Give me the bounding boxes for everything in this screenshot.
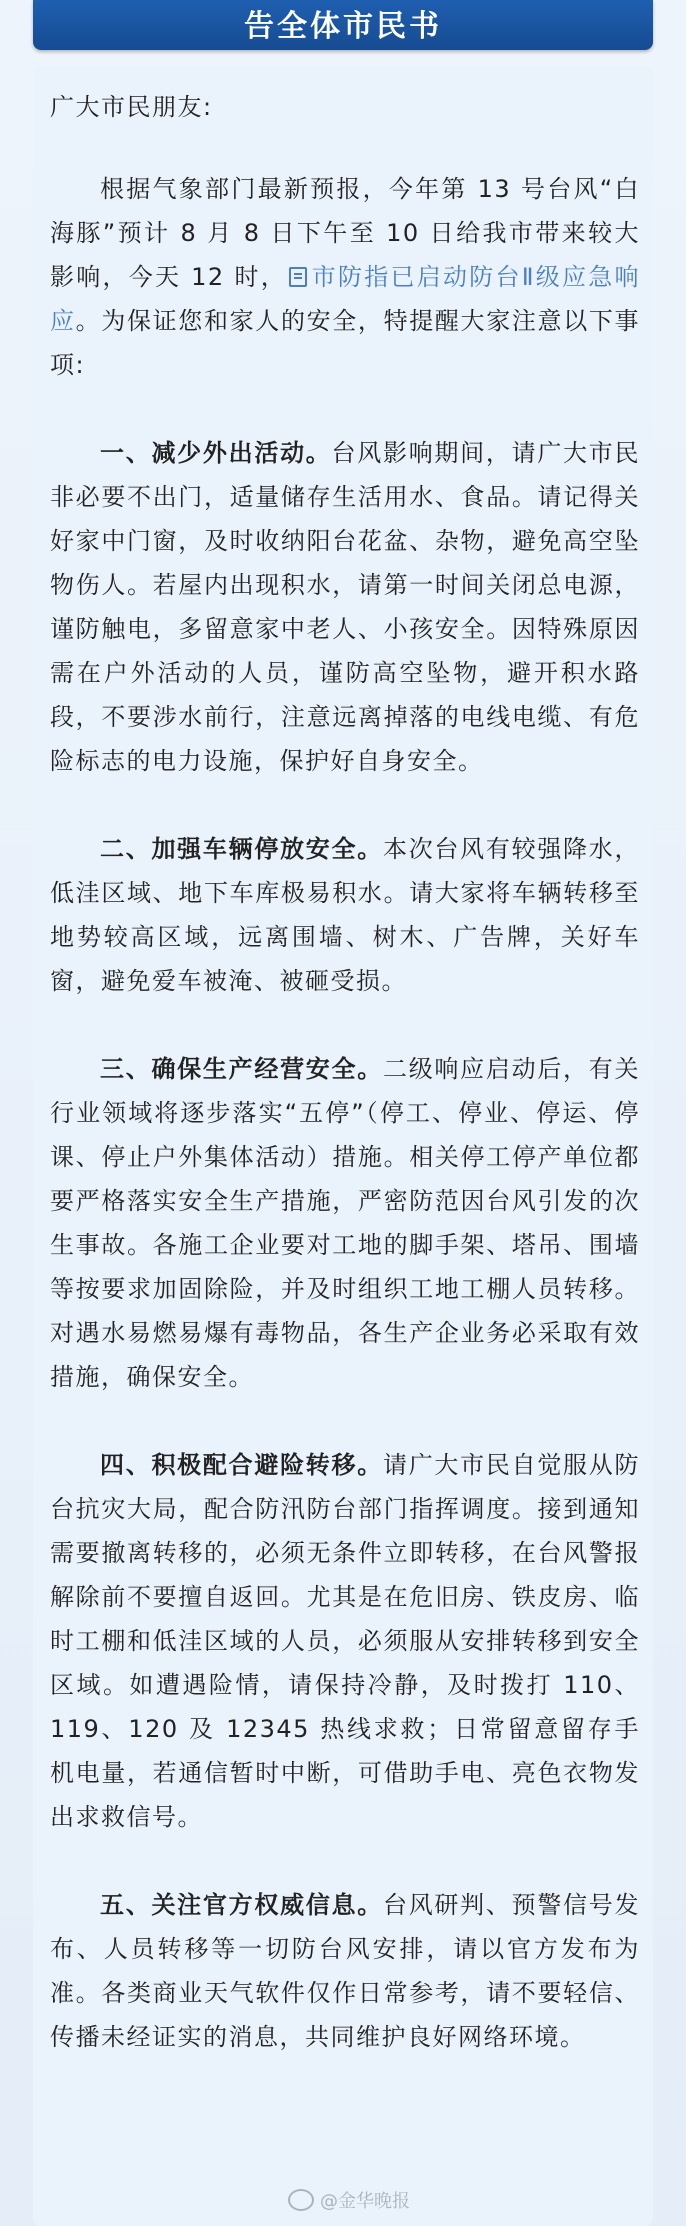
intro-paragraph	[50, 167, 640, 387]
section-3	[50, 1047, 640, 1399]
section-3-heading: 三、确保生产经营安全。	[100, 1055, 383, 1083]
intro-text-before: 根据气象部门最新预报，今年第 13 号台风“白海豚”预计 8 月 8 日下午至 10 日给我市带来较大影响，今天 12 时，	[50, 175, 640, 291]
section-5	[50, 1883, 640, 2059]
section-1-heading: 一、减少外出活动。	[100, 439, 332, 467]
title-banner	[33, 0, 653, 50]
intro-text-after: 。为保证您和家人的安全，特提醒大家注意以下事项:	[50, 307, 641, 379]
watermark-text: @金华晚报	[320, 2191, 410, 2212]
section-5-heading: 五、关注官方权威信息。	[100, 1891, 383, 1919]
salutation: 广大市民朋友:	[50, 93, 213, 121]
banner-title: 告全体市民书	[244, 9, 442, 44]
section-1	[50, 431, 640, 783]
letter-content	[50, 85, 640, 2103]
weibo-icon	[288, 2189, 314, 2211]
section-4-body: 请广大市民自觉服从防台抗灾大局，配合防汛防台部门指挥调度。接到通知需要撤离转移的，必须无条件立即转移，在台风警报解除前不要擅自返回。尤其是在危旧房、铁皮房、临时工棚和低洼区域的人员，必须服从安排转移到安全区域。如遭遇险情，请保持冷静，及时拨打 110、119、120 及 12345 热线求救；日常留意留存手机电量，若通信暂时中断，可借助手电、亮色衣物发出求救信号。	[50, 1451, 641, 1831]
section-4	[50, 1443, 640, 1839]
intro-link[interactable]: 市防指已启动防台Ⅱ级应急响应	[50, 263, 641, 335]
section-2-body: 本次台风有较强降水，低洼区域、地下车库极易积水。请大家将车辆转移至地势较高区域，远离围墙、树木、广告牌，关好车窗，避免爱车被淹、被砸受损。	[50, 835, 641, 995]
section-3-body: 二级响应启动后，有关行业领域将逐步落实“五停”（停工、停业、停运、停课、停止户外集体活动）措施。相关停工停产单位都要严格落实安全生产措施，严密防范因台风引发的次生事故。各施工企业要对工地的脚手架、塔吊、围墙等按要求加固除险，并及时组织工地工棚人员转移。对遇水易燃易爆有毒物品，各生产企业务必采取有效措施，确保安全。	[50, 1055, 641, 1391]
section-2-heading: 二、加强车辆停放安全。	[100, 835, 383, 863]
document-link-icon[interactable]	[289, 267, 307, 287]
section-1-body: 台风影响期间，请广大市民非必要不出门，适量储存生活用水、食品。请记得关好家中门窗，及时收纳阳台花盆、杂物，避免高空坠物伤人。若屋内出现积水，请第一时间关闭总电源，谨防触电，多留意家中老人、小孩安全。因特殊原因需在户外活动的人员，谨防高空坠物，避开积水路段，不要涉水前行，注意远离掉落的电线电缆、有危险标志的电力设施，保护好自身安全。	[50, 439, 641, 775]
section-4-heading: 四、积极配合避险转移。	[100, 1451, 383, 1479]
section-5-body: 台风研判、预警信号发布、人员转移等一切防台风安排，请以官方发布为准。各类商业天气软件仅作日常参考，请不要轻信、传播未经证实的消息，共同维护良好网络环境。	[50, 1891, 641, 2051]
watermark	[288, 2187, 410, 2213]
section-2	[50, 827, 640, 1003]
